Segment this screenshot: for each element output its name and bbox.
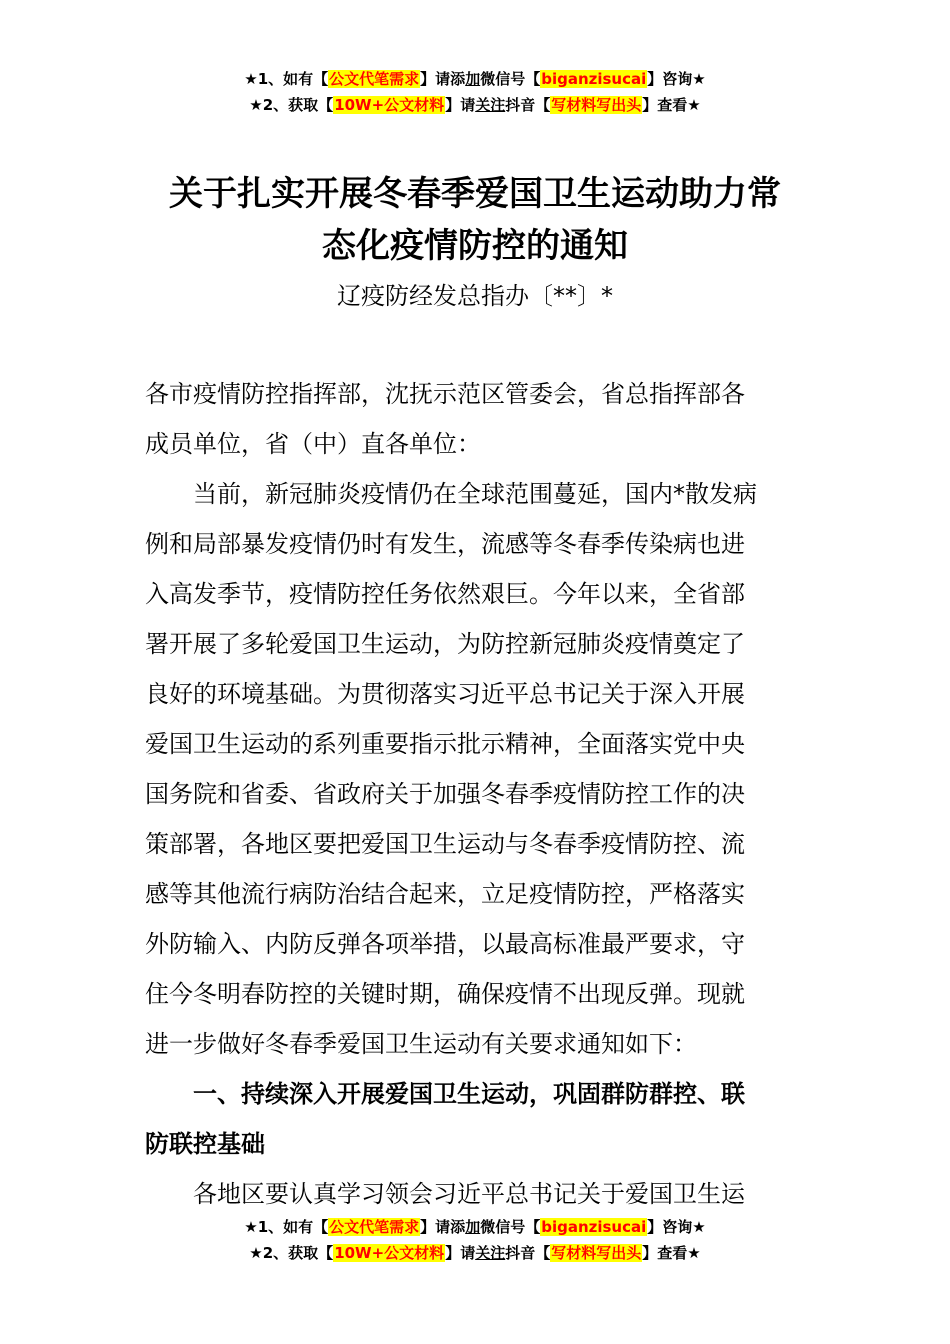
promo-banner-top xyxy=(0,66,950,118)
highlight-materials: 10W+公文材料 xyxy=(334,1244,445,1262)
body-line: 各市疫情防控指挥部，沈抚示范区管委会，省总指挥部各 xyxy=(145,380,745,408)
body-line: 进一步做好冬春季爱国卫生运动有关要求通知如下： xyxy=(145,1030,697,1058)
body-line: 各地区要认真学习领会习近平总书记关于爱国卫生运 xyxy=(193,1180,745,1208)
body-line: 爱国卫生运动的系列重要指示批示精神，全面落实党中央 xyxy=(145,730,745,758)
body-line: 成员单位，省（中）直各单位： xyxy=(145,430,481,458)
body-line: 感等其他流行病防治结合起来，立足疫情防控，严格落实 xyxy=(145,880,745,908)
body-line: 当前，新冠肺炎疫情仍在全球范围蔓延，国内*散发病 xyxy=(193,480,757,508)
highlight-douyin-account: 写材料写出头 xyxy=(551,96,642,114)
document-number: 辽疫防经发总指办〔**〕* xyxy=(337,282,613,310)
section-heading-1-cont: 防联控基础 xyxy=(145,1130,265,1158)
highlight-materials: 10W+公文材料 xyxy=(334,96,445,114)
body-line: 良好的环境基础。为贯彻落实习近平总书记关于深入开展 xyxy=(145,680,745,708)
highlight-service: 公文代笔需求 xyxy=(329,1218,420,1236)
promo-line-2: ★2、获取【10W+公文材料】请关注抖音【写材料写出头】查看★ xyxy=(249,96,701,114)
highlight-douyin-account: 写材料写出头 xyxy=(551,1244,642,1262)
document-title-line-2: 态化疫情防控的通知 xyxy=(322,226,628,266)
body-line: 住今冬明春防控的关键时期，确保疫情不出现反弹。现就 xyxy=(145,980,745,1008)
promo-line-2: ★2、获取【10W+公文材料】请关注抖音【写材料写出头】查看★ xyxy=(249,1244,701,1262)
highlight-service: 公文代笔需求 xyxy=(329,70,420,88)
highlight-wechat-id: biganzisucai xyxy=(541,1218,647,1236)
document-title-line-1: 关于扎实开展冬春季爱国卫生运动助力常 xyxy=(169,174,781,214)
body-line: 例和局部暴发疫情仍时有发生，流感等冬春季传染病也进 xyxy=(145,530,745,558)
section-heading-1: 一、持续深入开展爱国卫生运动，巩固群防群控、联 xyxy=(193,1080,745,1108)
body-line: 国务院和省委、省政府关于加强冬春季疫情防控工作的决 xyxy=(145,780,745,808)
promo-line-1: ★1、如有【公文代笔需求】请添加微信号【biganzisucai】咨询★ xyxy=(244,70,706,88)
promo-line-1: ★1、如有【公文代笔需求】请添加微信号【biganzisucai】咨询★ xyxy=(244,1218,706,1236)
body-line: 外防输入、内防反弹各项举措，以最高标准最严要求，守 xyxy=(145,930,745,958)
promo-banner-bottom xyxy=(0,1214,950,1266)
body-line: 策部署，各地区要把爱国卫生运动与冬春季疫情防控、流 xyxy=(145,830,745,858)
highlight-wechat-id: biganzisucai xyxy=(541,70,647,88)
body-line: 署开展了多轮爱国卫生运动，为防控新冠肺炎疫情奠定了 xyxy=(145,630,745,658)
body-line: 入高发季节，疫情防控任务依然艰巨。今年以来，全省部 xyxy=(145,580,745,608)
